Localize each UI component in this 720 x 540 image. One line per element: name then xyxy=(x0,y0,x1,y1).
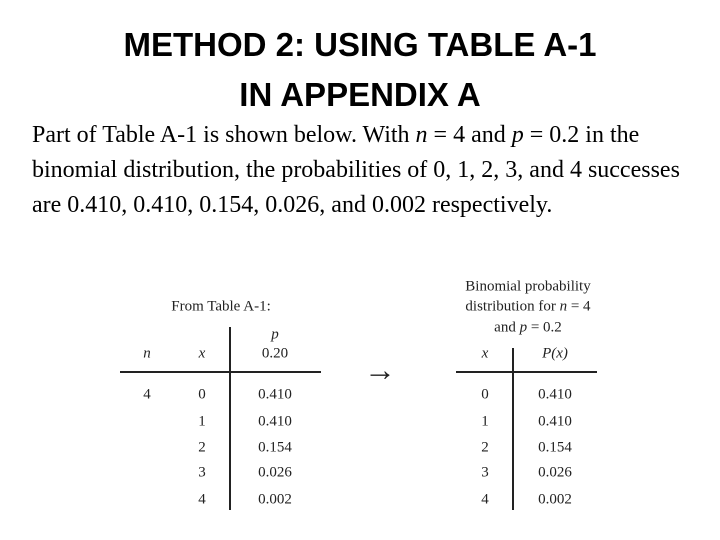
left-header-p-value: 0.20 xyxy=(261,345,289,362)
left-x-cell: 2 xyxy=(198,439,206,456)
right-prob-cell: 0.154 xyxy=(538,439,572,456)
left-x-cell: 4 xyxy=(198,491,206,508)
body-var-n: n xyxy=(415,122,428,148)
left-x-cell: 1 xyxy=(198,413,206,430)
right-table-divider xyxy=(512,348,514,510)
left-prob-cell: 0.410 xyxy=(258,386,292,403)
left-x-cell: 3 xyxy=(198,464,206,481)
left-header-p: p xyxy=(271,326,279,343)
body-text: Part of Table A-1 is shown below. With xyxy=(32,122,416,148)
right-prob-cell: 0.002 xyxy=(538,491,572,508)
left-prob-cell: 0.002 xyxy=(258,491,292,508)
left-table-caption: From Table A-1: xyxy=(171,298,271,315)
left-prob-cell: 0.410 xyxy=(258,413,292,430)
left-x-cell: 0 xyxy=(198,386,206,403)
right-caption-1: Binomial probability xyxy=(465,278,591,295)
right-prob-cell: 0.410 xyxy=(538,386,572,403)
right-header-x: x xyxy=(481,345,489,362)
left-table-divider xyxy=(229,327,231,510)
right-table-rule xyxy=(456,371,597,373)
right-x-cell: 1 xyxy=(481,413,489,430)
body-paragraph xyxy=(32,118,712,223)
right-prob-cell: 0.410 xyxy=(538,413,572,430)
right-caption-2: distribution for n = 4 xyxy=(465,298,591,315)
left-table-rule xyxy=(120,371,321,373)
left-header-n: n xyxy=(143,345,151,362)
body-var-p: p xyxy=(511,122,524,148)
right-x-cell: 4 xyxy=(481,491,489,508)
arrow-icon: → xyxy=(364,351,396,388)
right-caption-3: and p = 0.2 xyxy=(494,319,562,336)
left-prob-cell: 0.154 xyxy=(258,439,292,456)
right-prob-cell: 0.026 xyxy=(538,464,572,481)
slide-title-line-1: METHOD 2: USING TABLE A-1 xyxy=(123,26,597,63)
right-x-cell: 2 xyxy=(481,439,489,456)
right-x-cell: 3 xyxy=(481,464,489,481)
left-n-value: 4 xyxy=(143,386,151,403)
left-header-x: x xyxy=(198,345,206,362)
body-text: = 0.2 in the binomial distribution, the probabilities of 0, 1, 2, 3, and 4 successes are 0.410, 0.410, 0.154, 0.026, and 0.002 respectively. xyxy=(32,122,680,218)
right-header-px: P(x) xyxy=(542,345,568,362)
right-x-cell: 0 xyxy=(481,386,489,403)
left-prob-cell: 0.026 xyxy=(258,464,292,481)
body-text: = 4 and xyxy=(427,122,512,148)
slide-title-line-2: IN APPENDIX A xyxy=(239,76,481,113)
